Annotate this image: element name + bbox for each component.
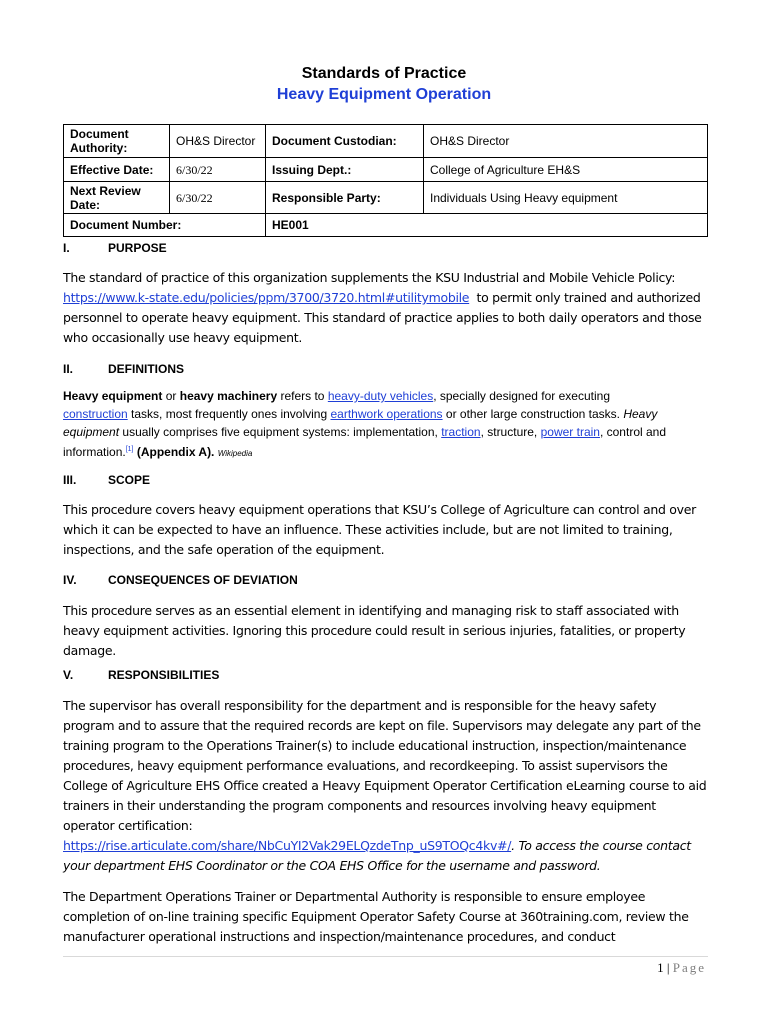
link-traction[interactable]: traction [441,425,481,439]
scope-paragraph: This procedure covers heavy equipment operations that KSU’s College of Agriculture can control and over which it can be expected to have an influence. These activities include, but are not limited to training, inspections, and the safe operation of the equipment. [63,502,696,557]
page-label: Page [672,960,706,975]
definitions-paragraph: Heavy equipment or heavy machinery refers to heavy-duty vehicles, specially designed for executing construction tasks, most frequently ones involving earthwork operations or other large construction tasks. Heavy equipment usually comprises five equipment systems: implementation, traction, structure, power train, control and information.[1] (Appendix A). Wikipedia [63,389,667,459]
section-heading-definitions: II. DEFINITIONS [63,362,185,376]
custodian-label: Document Custodian: [266,125,424,158]
responsibilities-paragraph-2: The Department Operations Trainer or Departmental Authority is responsible to ensure employee completion of on-line training specific Equipment Operator Safety Course at 360training.com, review the manufacturer operational instructions and inspection/maintenance procedures, and conduct [63,889,689,944]
review-date-label: Next Review Date: [64,182,170,214]
link-power-train[interactable]: power train [540,425,600,439]
source-note: Wikipedia [217,449,253,458]
page-footer [657,960,706,976]
purpose-paragraph: The standard of practice of this organization supplements the KSU Industrial and Mobile Vehicle Policy: https://www.k-state.edu/policies/ppm/3700/3720.html#utilitymobile to permit only trained and authorized personnel to operate heavy equipment. This standard of practice applies to both daily operators and those who occasionally use heavy equipment. [63,270,702,345]
section-heading-consequences: IV. CONSEQUENCES OF DEVIATION [63,573,298,587]
footnote-ref[interactable]: [1] [125,446,134,453]
consequences-paragraph: This procedure serves as an essential element in identifying and managing risk to staff associated with heavy equipment activities. Ignoring this procedure could result in serious injuries, fatalities, or property damage. [63,603,686,658]
document-info-table [63,124,708,237]
section-heading-scope: III. SCOPE [63,473,151,487]
policy-link[interactable]: https://www.k-state.edu/policies/ppm/3700/3720.html#utilitymobile [63,290,470,305]
section-heading-purpose: I. PURPOSE [63,241,167,255]
link-earthwork-operations[interactable]: earthwork operations [330,407,443,421]
effective-date-value: 6/30/22 [170,158,266,182]
effective-date-label: Effective Date: [64,158,170,182]
elearning-course-link[interactable]: https://rise.articulate.com/share/NbCuYI2Vak29ELQzdeTnp_uS9TOQc4kv#/ [63,838,512,853]
responsible-party-label: Responsible Party: [266,182,424,214]
document-number-label: Document Number: [64,214,266,237]
authority-value: OH&S Director [170,125,266,158]
document-title: Standards of Practice [301,65,467,82]
document-number-value: HE001 [266,214,708,237]
authority-label: Document Authority: [64,125,170,158]
section-heading-responsibilities: V. RESPONSIBILITIES [63,668,220,682]
review-date-value: 6/30/22 [170,182,266,214]
issuing-dept-label: Issuing Dept.: [266,158,424,182]
page-number: 1 [657,960,664,975]
link-construction[interactable]: construction [63,407,128,421]
footer-divider [63,956,708,957]
footer-separator: | [666,960,670,975]
custodian-value: OH&S Director [424,125,708,158]
responsible-party-value: Individuals Using Heavy equipment [424,182,708,214]
issuing-dept-value: College of Agriculture EH&S [424,158,708,182]
document-subtitle: Heavy Equipment Operation [276,86,492,103]
responsibilities-paragraph-1: The supervisor has overall responsibility for the department and is responsible for the heavy safety program and to assure that the required records are kept on file. Supervisors may delegate any part of the training program to the Operations Trainer(s) to include educational instruction, inspection/maintenance procedures, heavy equipment performance evaluations, and recordkeeping. To assist supervisors the College of Agriculture EHS Office created a Heavy Equipment Operator Certification eLearning course to aid trainers in their understanding the program components and resources involving heavy equipment operator certification: https://rise.articulate.com/share/NbCuYI2Vak29ELQzdeTnp_uS9TOQc4kv#/. To access the course contact your department EHS Coordinator or the COA EHS Office for the username and password. [63,698,707,873]
link-heavy-duty-vehicles[interactable]: heavy-duty vehicles [327,389,434,403]
